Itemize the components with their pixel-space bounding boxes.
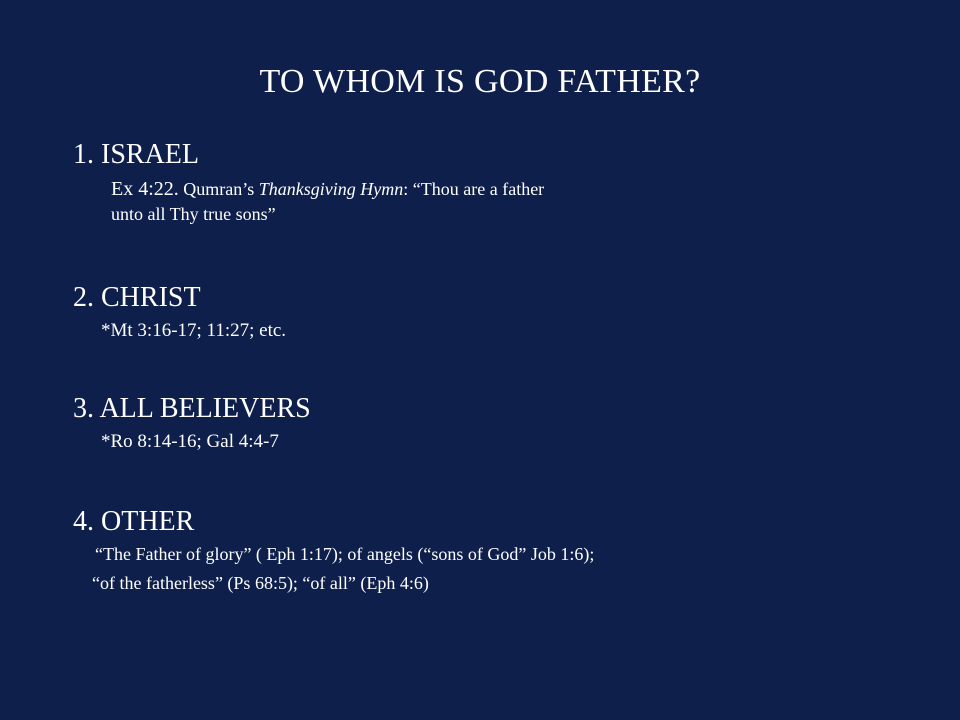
section-christ [73,282,286,343]
detail-quote: : “Thou are a father [403,179,545,199]
section-detail: *Ro 8:14-16; Gal 4:4-7 [101,431,279,452]
section-detail-line-2: unto all Thy true sons” [111,204,276,224]
section-detail [111,177,544,202]
section-detail-line-2: “of the fatherless” (Ps 68:5); “of all” (Eph 4:6) [92,573,429,593]
section-heading: 3. ALL BELIEVERS [73,393,311,424]
section-detail: “The Father of glory” ( Eph 1:17); of angels (“sons of God” Job 1:6); [95,544,595,564]
hymn-title: Thanksgiving Hymn [258,179,404,199]
section-heading: 4. OTHER [73,506,195,537]
section-heading: 2. CHRIST [73,282,201,313]
section-detail: *Mt 3:16-17; 11:27; etc. [101,320,287,341]
section-israel [73,139,544,227]
section-heading: 1. ISRAEL [73,139,199,170]
section-other [73,506,594,596]
slide-title: TO WHOM IS GOD FATHER? [259,63,701,100]
scripture-reference: Ex 4:22. [111,178,179,200]
detail-text: Qumran’s [178,179,259,199]
section-all-believers [73,393,311,454]
